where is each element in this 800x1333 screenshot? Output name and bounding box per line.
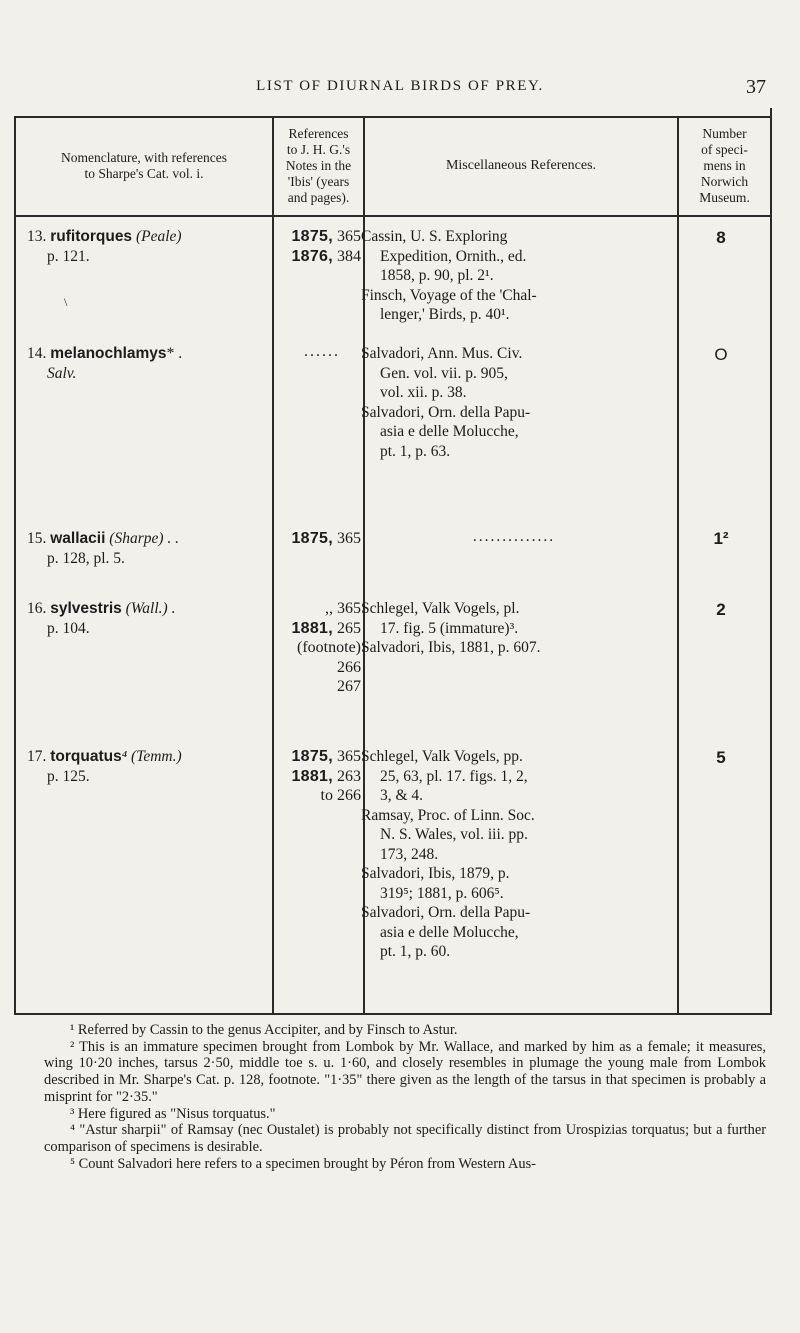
- ibis-references: 1875, 365 1881, 263 to 266: [291, 748, 361, 804]
- species-authority: (Wall.) .: [121, 600, 176, 617]
- catalogue-reference: p. 104.: [47, 619, 90, 637]
- col-rule-3: [677, 116, 679, 1015]
- header-text: Norwich: [700, 174, 749, 189]
- misc-references: Schlegel, Valk Vogels, pp. 25, 63, pl. 17. figs. 1, 2, 3, & 4. Ramsay, Proc. of Linn. Soc. N. S. Wales, vol. iii. pp. 173, 248. Salvadori, Ibis, 1879, p. 319⁵; 1881, p. 606⁵. Salvadori, Orn. della Papu- asia e delle Molucche, pt. 1, p. 60.: [361, 748, 535, 960]
- species-epithet: melanochlamys: [50, 345, 167, 362]
- specimen-count: 1²: [713, 529, 729, 548]
- header-text: 'Ibis' (years: [287, 174, 350, 189]
- species-epithet: rufitorques: [50, 228, 133, 245]
- species-epithet: sylvestris: [50, 600, 122, 617]
- misc-references: ..............: [472, 528, 556, 545]
- header-rule: [14, 215, 772, 217]
- header-ibis-references: [274, 120, 363, 212]
- header-text: Number: [702, 126, 747, 141]
- specimen-count: 5: [716, 748, 726, 767]
- footnote: ² This is an immature specimen brought from Lombok by Mr. Wallace, and marked by him as a female; it measures, wing 10·20 inches, tarsus 2·50, middle toe s. u. 1·60, and closely resembles in plumage the young male from Lombok described in Mr. Sharpe's Cat. p. 128, footnote. "1·35" there given as the length of the tarsus in that specimen is probably a misprint for "2·35.": [44, 1038, 766, 1105]
- ibis-references: ,, 365 1881, 265 (footnote) 266 267: [291, 600, 361, 695]
- header-text: Museum.: [699, 190, 750, 205]
- margin-mark: \: [64, 295, 68, 309]
- header-text: to Sharpe's Cat. vol. i.: [84, 166, 204, 181]
- species-table: [14, 116, 772, 1016]
- catalogue-reference: p. 125.: [47, 767, 90, 785]
- species-name: 13. rufitorques (Peale) p. 121.: [27, 227, 270, 266]
- species-name: 15. wallacii (Sharpe) . . p. 128, pl. 5.: [27, 529, 270, 568]
- footnote: ⁴ "Astur sharpii" of Ramsay (nec Oustalet) is probably not specifically distinct from Urospizias torquatus; but a further comparison of specimens is desirable.: [44, 1122, 766, 1155]
- ibis-references: 1875, 365: [291, 530, 361, 547]
- footnote: ⁵ Count Salvadori here refers to a specimen brought by Péron from Western Aus-: [70, 1155, 536, 1172]
- footnote: ¹ Referred by Cassin to the genus Accipiter, and by Finsch to Astur.: [70, 1022, 458, 1038]
- species-name: 16. sylvestris (Wall.) . p. 104.: [27, 599, 270, 638]
- species-authority: (Peale): [132, 228, 182, 245]
- specimen-count: 2: [716, 600, 726, 619]
- footnotes: [44, 1022, 766, 1172]
- table-bottom-rule: [14, 1013, 772, 1015]
- header-misc-references: [365, 120, 677, 212]
- footnote: ³ Here figured as "Nisus torquatus.": [70, 1105, 276, 1122]
- ibis-references: ......: [304, 343, 340, 360]
- misc-references: Salvadori, Ann. Mus. Civ. Gen. vol. vii. p. 905, vol. xii. p. 38. Salvadori, Orn. della Papu- asia e delle Molucche, pt. 1, p. 63.: [361, 345, 531, 460]
- specimen-count: 8: [716, 228, 726, 247]
- catalogue-reference: p. 128, pl. 5.: [47, 549, 125, 567]
- species-epithet: wallacii: [50, 530, 106, 547]
- col-rule-left: [14, 116, 16, 1015]
- running-head: [0, 76, 800, 106]
- species-name: 14. melanochlamys* . Salv.: [27, 344, 270, 383]
- header-nomenclature: [16, 120, 272, 212]
- species-authority: (Sharpe) . .: [105, 530, 180, 547]
- catalogue-reference: p. 121.: [47, 247, 90, 265]
- species-authority: ⁴ (Temm.): [121, 748, 182, 765]
- misc-references: Schlegel, Valk Vogels, pl. 17. fig. 5 (immature)³. Salvadori, Ibis, 1881, p. 607.: [361, 600, 541, 656]
- header-specimen-count: [679, 120, 770, 212]
- header-text: mens in: [703, 158, 746, 173]
- species-name: 17. torquatus⁴ (Temm.) p. 125.: [27, 747, 270, 786]
- header-text: of speci-: [701, 142, 748, 157]
- page-number: 37: [746, 76, 766, 98]
- col-rule-right: [770, 108, 772, 1015]
- running-title: LIST OF DIURNAL BIRDS OF PREY.: [256, 78, 544, 94]
- header-text: Nomenclature, with references: [60, 150, 228, 165]
- species-epithet: torquatus: [50, 748, 122, 765]
- header-text: Miscellaneous References.: [445, 158, 597, 173]
- header-text: and pages).: [287, 190, 350, 205]
- species-authority: * .: [166, 345, 183, 362]
- col-rule-1: [272, 116, 274, 1015]
- misc-references: Cassin, U. S. Exploring Expedition, Ornith., ed. 1858, p. 90, pl. 2¹. Finsch, Voyage of the 'Chal- lenger,' Birds, p. 40¹.: [361, 228, 537, 323]
- header-text: to J. H. G.'s: [286, 142, 351, 157]
- specimen-count: O: [714, 345, 728, 364]
- header-text: Notes in the: [285, 158, 352, 173]
- catalogue-reference: Salv.: [47, 364, 77, 382]
- ibis-references: 1875, 365 1876, 384: [291, 228, 361, 265]
- table-top-rule: [14, 116, 772, 118]
- header-text: References: [288, 126, 349, 141]
